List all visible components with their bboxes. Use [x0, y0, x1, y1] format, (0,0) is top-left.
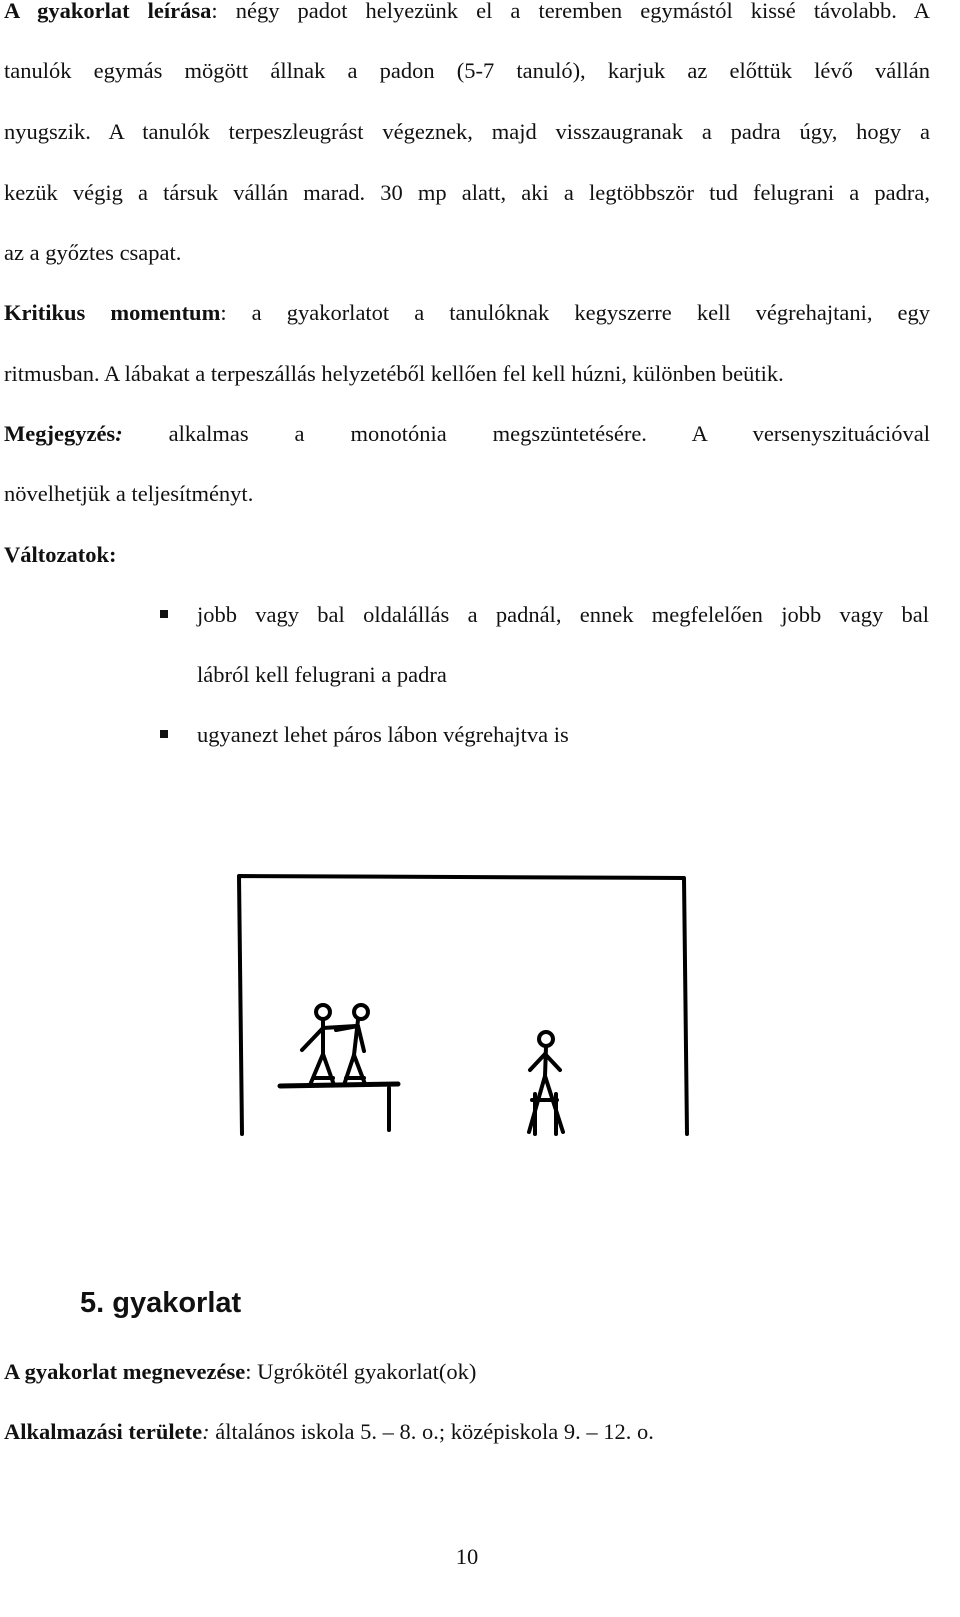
- exercise-name-line: A gyakorlat megnevezése: Ugrókötél gyakorlat(ok): [4, 1359, 477, 1384]
- variants-label: Változatok:: [4, 542, 117, 567]
- stick-figure-3: [529, 1032, 563, 1134]
- bench-top: [280, 1084, 398, 1086]
- section-heading: 5. gyakorlat: [80, 1287, 242, 1319]
- description-line-3: nyugszik. A tanulók terpeszleugrást végeznek, majd visszaugranak a padra úgy, hogy a: [4, 119, 930, 144]
- bullet-square-icon: [160, 730, 168, 738]
- illustration-frame: [239, 876, 687, 1134]
- exercise-name-label: A gyakorlat megnevezése: [4, 1359, 246, 1384]
- exercise-name-value: Ugrókötél gyakorlat(ok): [257, 1359, 477, 1384]
- critical-label: Kritikus momentum: [4, 300, 221, 325]
- description-label: A gyakorlat leírása: [4, 0, 212, 23]
- exercise-illustration: [232, 868, 692, 1140]
- application-area-label: Alkalmazási területe: [4, 1419, 203, 1444]
- variant-item-1-line-1: jobb vagy bal oldalállás a padnál, ennek megfelelően jobb vagy bal: [197, 602, 929, 627]
- stick-figure-2: [336, 1005, 368, 1085]
- description-line-4: kezük végig a társuk vállán marad. 30 mp alatt, aki a legtöbbször tud felugrani a padra,: [4, 180, 930, 205]
- critical-line-1: Kritikus momentum: a gyakorlatot a tanulóknak kegyszerre kell végrehajtani, egy: [4, 300, 931, 325]
- note-line-2: növelhetjük a teljesítményt.: [4, 481, 254, 506]
- variant-item-2-line-1: ugyanezt lehet páros lábon végrehajtva is: [197, 722, 569, 747]
- application-area-value: általános iskola 5. – 8. o.; középiskola 9. – 12. o.: [215, 1419, 654, 1444]
- critical-line-2: ritmusban. A lábakat a terpeszállás helyzetéből kellően fel kell húzni, különben beütik.: [4, 361, 784, 386]
- description-line-2: tanulók egymás mögött állnak a padon (5-7 tanuló), karjuk az előttük lévő vállán: [4, 58, 930, 83]
- bullet-square-icon: [160, 610, 168, 618]
- note-label: Megjegyzés: [4, 421, 116, 446]
- application-area-line: Alkalmazási területe: általános iskola 5. – 8. o.; középiskola 9. – 12. o.: [4, 1419, 654, 1444]
- description-line-5: az a győztes csapat.: [4, 240, 182, 265]
- description-line-1: A gyakorlat leírása: négy padot helyezünk el a teremben egymástól kissé távolabb. A: [4, 0, 930, 23]
- page-number: 10: [455, 1544, 479, 1569]
- variant-item-1-line-2: lábról kell felugrani a padra: [197, 662, 447, 687]
- note-line-1: Megjegyzés: alkalmas a monotónia megszüntetésére. A versenyszituációval: [4, 421, 930, 446]
